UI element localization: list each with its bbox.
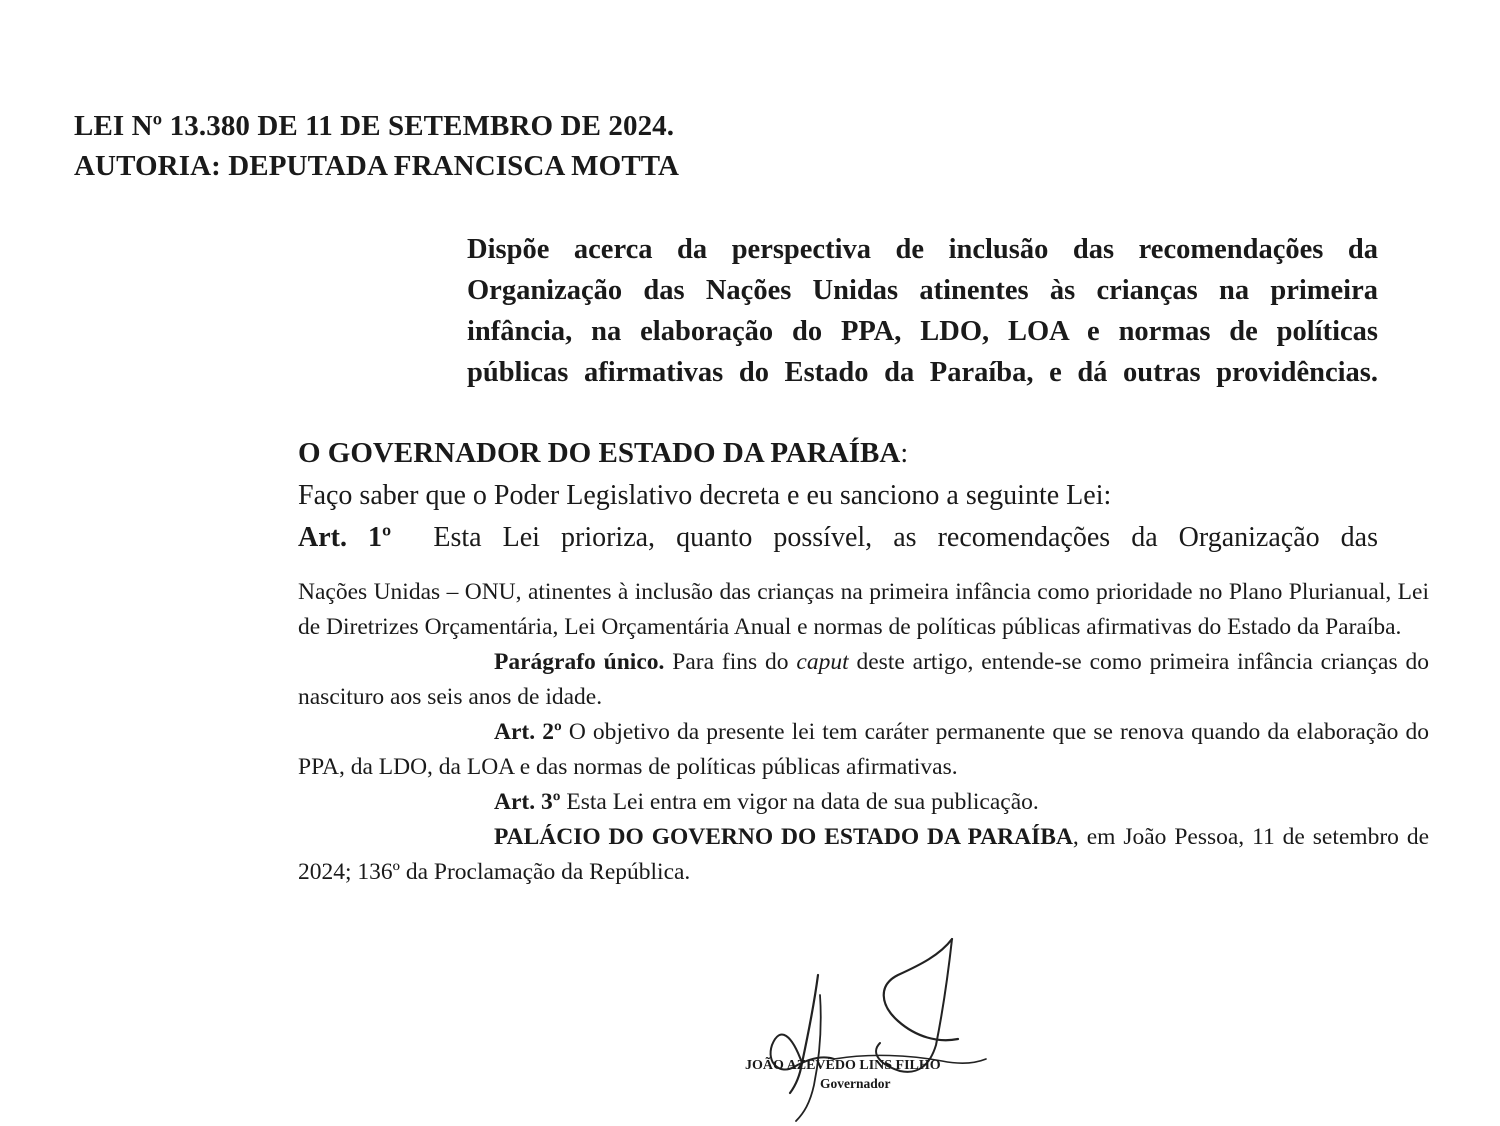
palace-label: PALÁCIO DO GOVERNO DO ESTADO DA PARAÍBA [494, 824, 1073, 850]
article-3 [298, 785, 1429, 820]
governor-colon: : [900, 438, 909, 469]
palace-closing [298, 820, 1429, 890]
article-1-start: Esta Lei prioriza, quanto possível, as recomendações da Organização das [433, 522, 1378, 553]
sole-paragraph-text-2: deste artigo, entende-se como primeira infância crianças do nascituro aos seis anos de idade. [298, 649, 1430, 710]
summary-line-3: infância, na elaboração do PPA, LDO, LOA e normas de políticas [467, 316, 1378, 347]
law-header [74, 106, 679, 186]
handwritten-signature [730, 935, 1010, 1125]
caput-term: caput [796, 649, 849, 675]
article-2 [298, 715, 1429, 785]
summary-line-2: Organização das Nações Unidas atinentes às crianças na primeira [467, 275, 1378, 306]
signatory [745, 1057, 1005, 1093]
summary-line-1: Dispõe acerca da perspectiva de inclusão das recomendações da [467, 234, 1378, 265]
article-3-label: Art. 3º [494, 789, 561, 815]
article-3-text: Esta Lei entra em vigor na data de sua publicação. [566, 789, 1039, 815]
law-authorship: AUTORIA: DEPUTADA FRANCISCA MOTTA [74, 150, 680, 182]
article-2-text: O objetivo da presente lei tem caráter permanente que se renova quando da elaboração do PPA, da LDO, da LOA e das normas de políticas públicas afirmativas. [298, 719, 1430, 780]
preamble [298, 432, 1378, 559]
article-1-label: Art. 1º [298, 522, 392, 553]
sole-paragraph [298, 645, 1429, 715]
article-1-continuation: Nações Unidas – ONU, atinentes à inclusão das crianças na primeira infância como prioridade no Plano Plurianual, Lei de Diretrizes Orçamentária, Lei Orçamentária Anual e normas de políticas públicas afirmativas do Estado da Paraíba. [298, 579, 1429, 640]
law-summary [467, 229, 1378, 393]
law-title: LEI Nº 13.380 DE 11 DE SETEMBRO DE 2024. [74, 110, 675, 142]
decree-line: Faço saber que o Poder Legislativo decreta e eu sanciono a seguinte Lei: [298, 480, 1112, 511]
signatory-role: Governador [820, 1076, 891, 1091]
article-1-first-line [298, 517, 1378, 559]
sole-paragraph-text-1: Para fins do [672, 649, 789, 675]
signatory-name: JOÃO AZEVÊDO LINS FILHO [745, 1058, 941, 1073]
summary-line-4: públicas afirmativas do Estado da Paraíba, e dá outras providências. [467, 357, 1378, 388]
sole-paragraph-label: Parágrafo único. [494, 649, 665, 675]
signature-area [730, 935, 1010, 1125]
law-body [298, 575, 1429, 890]
governor-heading: O GOVERNADOR DO ESTADO DA PARAÍBA [298, 437, 901, 469]
article-2-label: Art. 2º [494, 719, 562, 745]
governor-line [298, 432, 1378, 475]
palace-text: , em João Pessoa, 11 de setembro de 2024; 136º da Proclamação da República. [298, 824, 1429, 885]
